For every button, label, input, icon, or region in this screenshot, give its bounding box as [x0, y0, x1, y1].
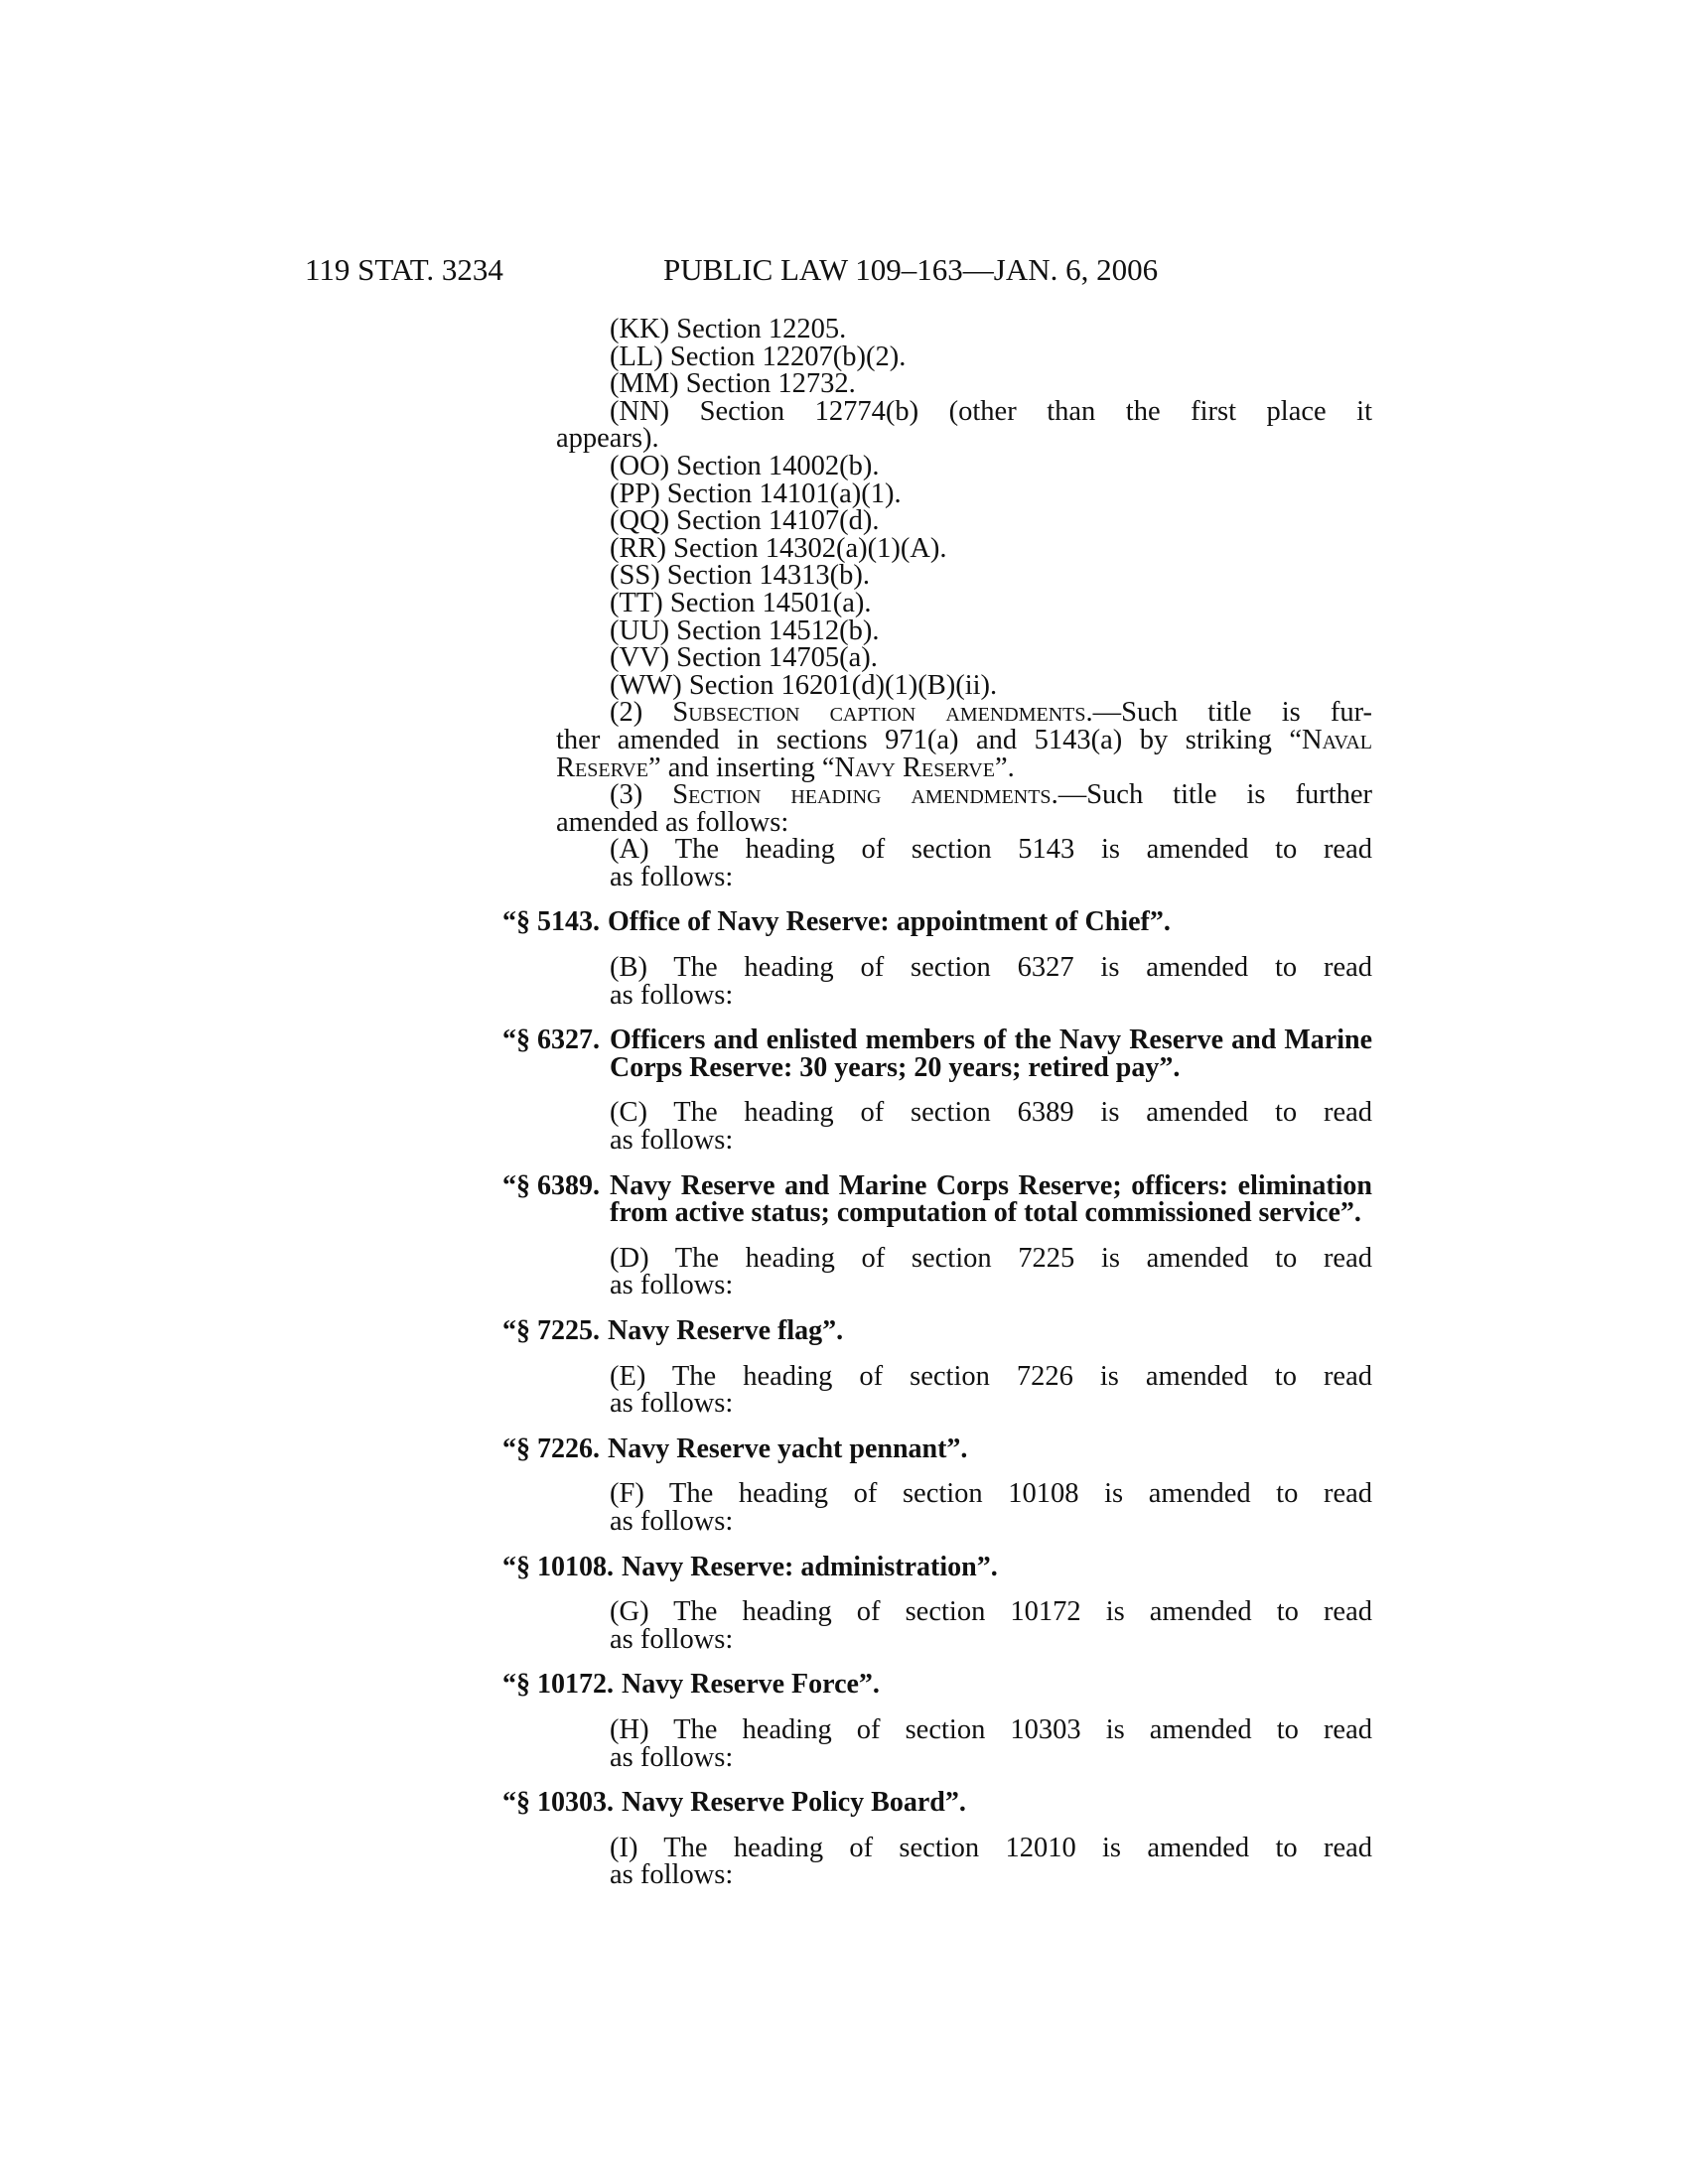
list-item: (VV) Section 14705(a). — [610, 642, 878, 674]
section-heading-6389: “§ 6389. Navy Reserve and Marine Corps Reserve; officers: elimination from active status; computation of total commissioned service”. — [502, 1169, 1372, 1229]
subparagraph-c: (C) The heading of section 6389 is amended to read as follows: — [610, 1097, 1372, 1157]
subparagraph-d: (D) The heading of section 7225 is amended to read as follows: — [610, 1242, 1372, 1301]
section-heading-6327: “§ 6327. Officers and enlisted members of the Navy Reserve and Marine Corps Reserve: 30 years; 20 years; retired pay”. — [502, 1024, 1372, 1083]
list-item: (MM) Section 12732. — [610, 368, 856, 400]
section-heading-10303: “§ 10303. Navy Reserve Policy Board”. — [502, 1787, 966, 1819]
list-item: (LL) Section 12207(b)(2). — [610, 341, 907, 372]
list-item: (QQ) Section 14107(d). — [610, 505, 880, 537]
subparagraph-f: (F) The heading of section 10108 is amended to read as follows: — [610, 1478, 1372, 1537]
document-body — [502, 314, 1372, 1891]
list-item: (RR) Section 14302(a)(1)(A). — [610, 532, 947, 564]
paragraph-3-section-heading: (3) Section heading amendments.—Such title is further amended as follows: — [502, 781, 1372, 836]
section-heading-5143: “§ 5143. Office of Navy Reserve: appointment of Chief”. — [502, 906, 1171, 938]
section-heading-7225: “§ 7225. Navy Reserve flag”. — [502, 1315, 844, 1346]
paragraph-3-line2: amended as follows: — [556, 806, 789, 838]
paragraph-2-subsection-caption: (2) Subsection caption amendments.—Such title is fur- ther amended in sections 971(a) and 5143(a) by striking “Naval Reserve” and inserting “Navy Reserve”. — [556, 697, 1372, 783]
list-item: (WW) Section 16201(d)(1)(B)(ii). — [610, 669, 998, 701]
subparagraph-h: (H) The heading of section 10303 is amended to read as follows: — [610, 1713, 1372, 1773]
section-heading-10108: “§ 10108. Navy Reserve: administration”. — [502, 1551, 998, 1582]
section-heading-10172: “§ 10172. Navy Reserve Force”. — [502, 1669, 880, 1701]
subparagraph-a: (A) The heading of section 5143 is amended to read as follows: — [610, 834, 1372, 892]
list-item: (KK) Section 12205. — [610, 314, 847, 344]
list-item: (TT) Section 14501(a). — [610, 587, 872, 618]
subparagraph-b: (B) The heading of section 6327 is amended to read as follows: — [610, 952, 1372, 1011]
subparagraph-g: (G) The heading of section 10172 is amended to read as follows: — [610, 1596, 1372, 1655]
list-item-nn-line1: (NN) Section 12774(b) (other than the first place it — [610, 395, 1372, 427]
page-header — [305, 250, 1372, 290]
statute-page-number: 119 STAT. 3234 — [305, 252, 503, 287]
subparagraph-e: (E) The heading of section 7226 is amended to read as follows: — [610, 1360, 1372, 1420]
list-item: (OO) Section 14002(b). — [610, 450, 880, 481]
list-item-nn — [556, 395, 1372, 455]
list-item: (PP) Section 14101(a)(1). — [610, 478, 902, 509]
list-item: (SS) Section 14313(b). — [610, 560, 871, 592]
caption-subsection: Subsection caption amendments — [672, 697, 1086, 729]
subparagraph-i: (I) The heading of section 12010 is amended to read as follows: — [610, 1832, 1372, 1891]
section-heading-7226: “§ 7226. Navy Reserve yacht pennant”. — [502, 1433, 968, 1464]
law-title: PUBLIC LAW 109–163—JAN. 6, 2006 — [663, 252, 1159, 287]
list-item: (UU) Section 14512(b). — [610, 614, 880, 646]
list-item-nn-line2: appears). — [556, 423, 659, 455]
caption-section-heading: Section heading amendments — [672, 779, 1052, 811]
